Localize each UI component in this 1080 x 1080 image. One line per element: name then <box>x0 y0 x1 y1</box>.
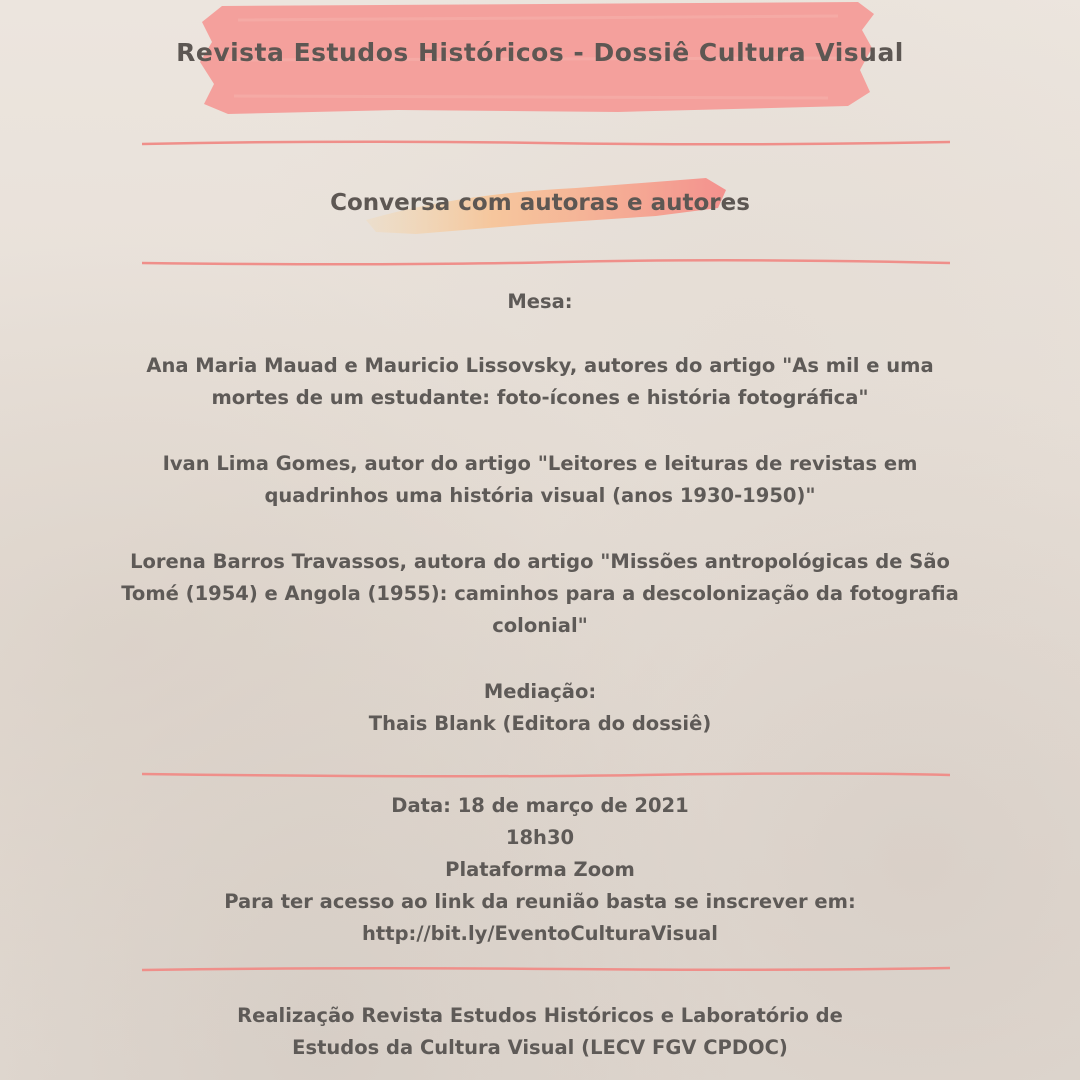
event-access-text: Para ter acesso ao link da reunião basta se inscrever em: <box>224 890 856 913</box>
mesa-entry-1-line-1: Ana Maria Mauad e Mauricio Lissovsky, autores do artigo "As mil e uma <box>146 354 934 377</box>
mesa-entry-2-line-2: quadrinhos uma história visual (anos 1930-1950)" <box>264 484 816 507</box>
footer-line-2: Estudos da Cultura Visual (LECV FGV CPDOC) <box>292 1036 788 1059</box>
mediacao-label: Mediação: <box>483 680 597 703</box>
mesa-entry-3-line-1: Lorena Barros Travassos, autora do artigo "Missões antropológicas de São <box>130 550 950 573</box>
mesa-label: Mesa: <box>507 290 573 313</box>
footer-credits <box>120 1000 960 1064</box>
mesa-entry-3-line-3: colonial" <box>492 614 588 637</box>
mesa-entry-2-line-1: Ivan Lima Gomes, autor do artigo "Leitores e leituras de revistas em <box>162 452 918 475</box>
mesa-entry-1-line-2: mortes de um estudante: foto-ícones e história fotográfica" <box>211 386 869 409</box>
mesa-section <box>120 286 960 740</box>
page-title: Revista Estudos Históricos - Dossiê Cultura Visual <box>176 38 904 67</box>
mediacao-name: Thais Blank (Editora do dossiê) <box>368 712 712 735</box>
event-details <box>120 790 960 950</box>
footer-line-1: Realização Revista Estudos Históricos e Laboratório de <box>237 1004 843 1027</box>
event-date: Data: 18 de março de 2021 <box>391 794 689 817</box>
event-time: 18h30 <box>505 826 575 849</box>
event-link[interactable]: http://bit.ly/EventoCulturaVisual <box>362 922 718 945</box>
divider-3 <box>142 770 950 780</box>
divider-2 <box>142 258 950 268</box>
mesa-entry-3-line-2: Tomé (1954) e Angola (1955): caminhos para a descolonização da fotografia <box>121 582 959 605</box>
event-platform: Plataforma Zoom <box>445 858 635 881</box>
subtitle: Conversa com autoras e autores <box>330 190 750 216</box>
divider-4 <box>142 964 950 974</box>
divider-1 <box>142 138 950 148</box>
